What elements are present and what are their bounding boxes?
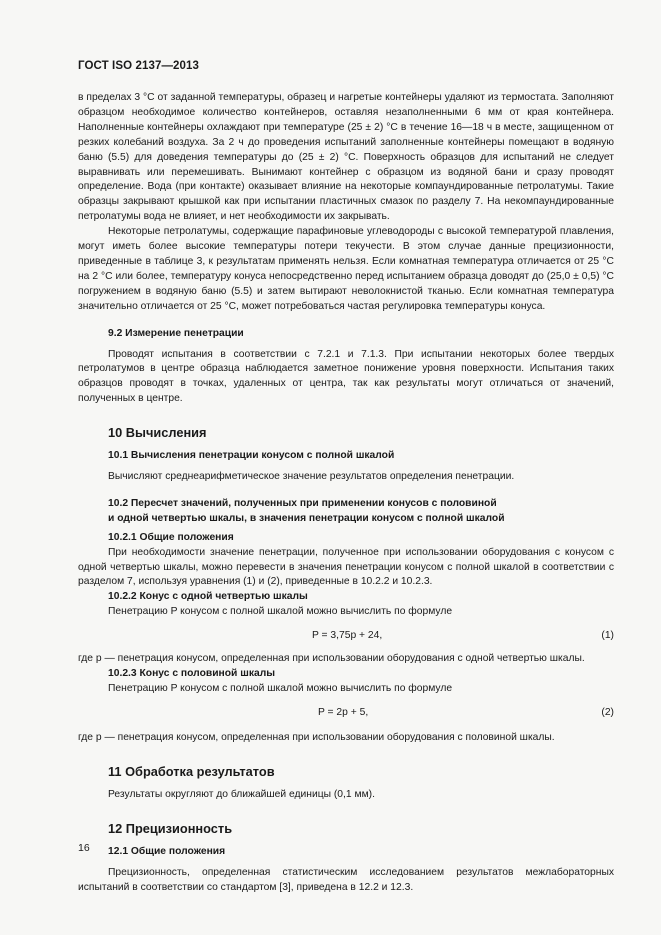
section-heading-12: 12 Прецизионность	[108, 820, 233, 836]
section-heading-10-2	[78, 497, 614, 527]
paragraph: Пенетрацию P конусом с полной шкалой можно вычислить по формуле	[108, 683, 453, 694]
section-heading-10-2-1: 10.2.1 Общие положения	[108, 531, 234, 543]
paragraph: где p — пенетрация конусом, определенная при использовании оборудования с половиной шкалы.	[78, 731, 555, 743]
section-heading-10-2-2: 10.2.2 Конус с одной четвертью шкалы	[108, 591, 308, 603]
section-heading-12-1: 12.1 Общие положения	[108, 845, 226, 857]
paragraph: Пенетрацию P конусом с полной шкалой можно вычислить по формуле	[108, 606, 453, 618]
page-number: 16	[78, 842, 90, 854]
formula-expression: P = 3,75p + 24,	[312, 630, 383, 642]
section-heading-9-2: 9.2 Измерение пенетрации	[108, 327, 244, 339]
heading-line: и одной четвертью шкалы, в значения пенетрации конусом с полной шкалой	[108, 512, 505, 524]
formula-number: (1)	[601, 630, 614, 642]
document-header: ГОСТ ISO 2137—2013	[78, 60, 200, 72]
paragraph: Результаты округляют до ближайшей единицы (0,1 мм).	[108, 788, 375, 800]
section-heading-10-1: 10.1 Вычисления пенетрации конусом с полной шкалой	[108, 450, 395, 462]
section-heading-11: 11 Обработка результатов	[108, 763, 275, 779]
paragraph: в пределах 3 °С от заданной температуры, образец и нагретые контейнеры удаляют из термостата. Заполняют образцом необходимое количество контейнеров, оставляя незаполненными 6 мм от края контейнера. Наполненные контейнеры охлаждают при температуре (25 ± 2) °С в течение 16—18 ч в месте, защищенном от резких колебаний воздуха. За 2 ч до проведения испытаний заполненные контейнеры помещают в водяную баню (5.5) для доведения температуры до (25 ± 2) °С. Поверхность образцов для испытаний не следует выравнивать или перемешивать. Вынимают контейнер с образцом из водяной бани и сразу проводят определение. Вода (при контакте) оказывает влияние на некоторые компаундированные петролатумы. Такие образцы закрывают крышкой как при испытании пластичных смазок по разделу 7. На некомпаундированные петролатумы вода не влияет, и нет необходимости их закрывать.	[78, 92, 614, 223]
paragraph: При необходимости значение пенетрации, полученное при использовании оборудования с конусом с одной четвертью шкалы, можно перевести в значения пенетрации конусом с полной шкалой в соответствии с разделом 7, используя уравнения (1) и (2), приведенные в 10.2.2 и 10.2.3.	[78, 546, 614, 588]
document-body	[78, 91, 614, 895]
section-heading-10-2-3: 10.2.3 Конус с половиной шкалы	[108, 668, 276, 680]
formula-1	[78, 628, 614, 644]
formula-2	[78, 705, 614, 721]
heading-line: 10.2 Пересчет значений, полученных при применении конусов с половиной	[108, 497, 497, 509]
paragraph: Проводят испытания в соответствии с 7.2.1 и 7.1.3. При испытании некоторых более твердых петролатумов в центре образца наблюдается заметное понижение уровня поверхности. Испытания таких образцов проводят в точках, удаленных от центра, так как результаты могут отличаться от значений, полученных в центре.	[78, 348, 614, 405]
paragraph: где p — пенетрация конусом, определенная при использовании оборудования с одной четвертью шкалы.	[78, 653, 585, 665]
formula-expression: P = 2p + 5,	[318, 706, 369, 718]
paragraph: Вычисляют среднеарифметическое значение результатов определения пенетрации.	[108, 471, 515, 483]
paragraph: Некоторые петролатумы, содержащие парафиновые углеводороды с высокой температурой плавления, могут иметь более высокие температуры потери текучести. В этом случае данные прецизионности, приведенные в таблице 3, к результатам применять нельзя. Если комнатная температура отличается от 25 °С на 2 °С или более, температуру конуса непосредственно перед испытанием образца доводят до (25,0 ± 0,5) °С погружением в водяную баню (5.5) и затем вытирают неволокнистой тканью. Если комнатная температура значительно отличается от 25 °С, может потребоваться частая регулировка температуры конуса.	[78, 226, 614, 312]
formula-number: (2)	[601, 706, 614, 718]
section-heading-10: 10 Вычисления	[108, 425, 207, 441]
paragraph: Прецизионность, определенная статистическим исследованием результатов межлабораторных испытаний в соответствии со стандартом [3], приведена в 12.2 и 12.3.	[78, 866, 614, 893]
